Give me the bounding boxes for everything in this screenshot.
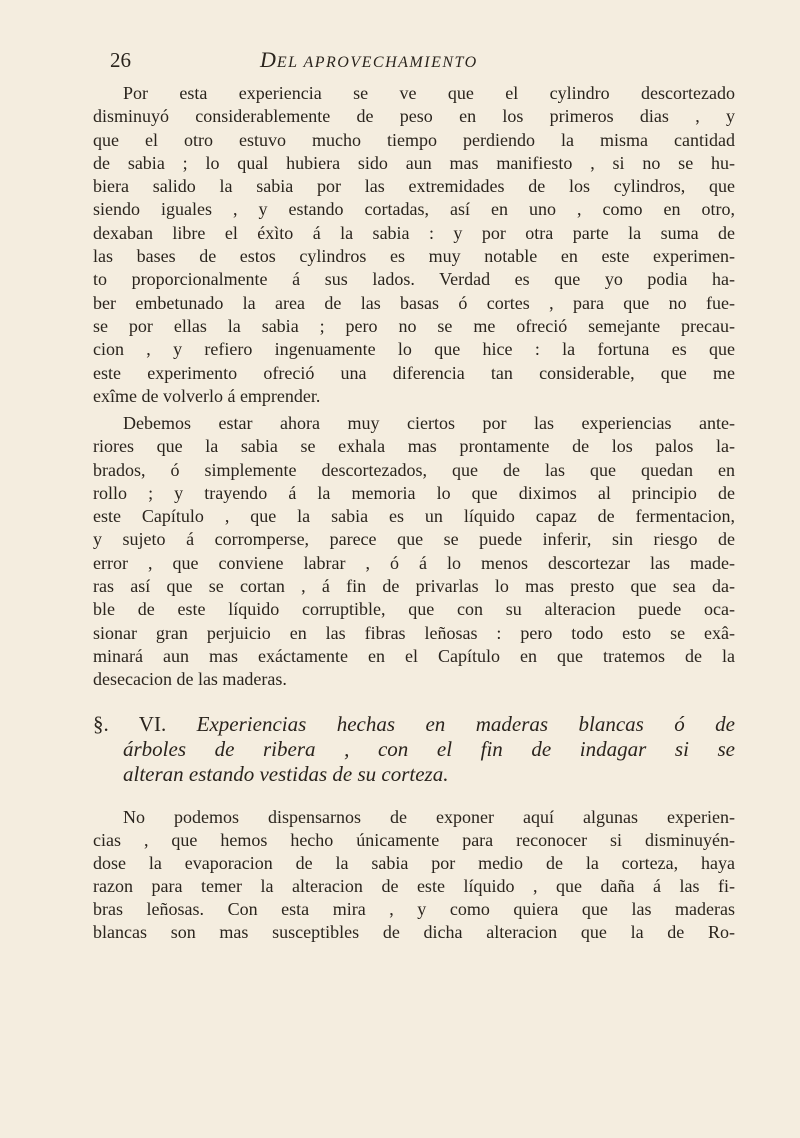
text-line: este Capítulo , que la sabia es un líquido capaz de fermentacion, [93,506,735,527]
section-number: §. VI. [93,712,167,736]
text-line: cion , y refiero ingenuamente lo que hice : la fortuna es que [93,339,735,360]
text-line: de sabia ; lo qual hubiera sido aun mas manifiesto , si no se hu- [93,152,735,173]
text-line: to proporcionalmente á sus lados. Verdad es que yo podia ha- [93,269,735,290]
text-line: riores que la sabia se exhala mas prontamente de los palos la- [93,436,735,457]
text-line: cias , que hemos hecho únicamente para reconocer si disminuyén- [93,830,735,850]
text-line: este experimento ofreció una diferencia tan considerable, que me [93,362,735,383]
text-line: Debemos estar ahora muy ciertos por las experiencias ante- [123,413,735,433]
text-line: y sujeto á corromperse, parece que se puede inferir, sin riesgo de [93,529,735,550]
paragraph-1 [93,82,735,408]
text-line: desecacion de las maderas. [93,669,287,690]
text-line: exîme de volverlo á emprender. [93,385,321,406]
text-line: rollo ; y trayendo á la memoria lo que diximos al principio de [93,482,735,503]
section-heading [93,712,735,787]
text-line: blancas son mas susceptibles de dicha alteracion que la de Ro- [93,922,735,942]
running-title-rest: EL APROVECHAMIENTO [276,54,478,71]
running-title [260,46,478,77]
text-line: error , que conviene labrar , ó á lo menos descortezar las made- [93,552,735,573]
text-line: las bases de estos cylindros es muy notable en este experimen- [93,246,735,267]
text-line: biera salido la sabia por las extremidades de los cylindros, que [93,176,735,197]
text-line: ber embetunado la area de las basas ó cortes , para que no fue- [93,292,735,313]
paragraph-2 [93,412,735,692]
section-heading-line [93,712,735,737]
text-line: No podemos dispensarnos de exponer aquí algunas experien- [123,807,735,827]
text-line: sionar gran perjuicio en las fibras leñosas : pero todo esto se exâ- [93,622,735,643]
text-line: dose la evaporacion de la sabia por medio de la corteza, haya [93,853,735,873]
text-line: Por esta experiencia se ve que el cylindro descortezado [123,83,735,103]
text-line: bras leñosas. Con esta mira , y como quiera que las maderas [93,899,735,919]
text-line: se por ellas la sabia ; pero no se me ofreció semejante precau- [93,315,735,336]
text-line: ras así que se cortan , á fin de privarlas lo mas presto que sea da- [93,576,735,597]
text-line: razon para temer la alteracion de este líquido , que daña á las fi- [93,876,735,896]
section-title-text: Experiencias hechas en maderas blancas ó de [196,712,735,736]
section-heading-line: árboles de ribera , con el fin de indagar si se [123,737,735,761]
text-line: minará aun mas exáctamente en el Capítulo en que tratemos de la [93,645,735,666]
text-line: que el otro estuvo mucho tiempo perdiendo la misma cantidad [93,129,735,150]
text-line: disminuyó considerablemente de peso en los primeros dias , y [93,106,735,127]
text-line: ble de este líquido corruptible, que con su alteracion puede oca- [93,599,735,620]
page-number: 26 [110,48,131,72]
text-line: dexaban libre el éxìto á la sabia : y por otra parte la suma de [93,222,735,243]
section-heading-line: alteran estando vestidas de su corteza. [123,762,449,786]
running-title-initial: D [260,47,277,72]
running-header [110,46,730,76]
text-line: brados, ó simplemente descortezados, que de las que quedan en [93,459,735,480]
paragraph-3 [93,806,735,944]
text-line: siendo iguales , y estando cortadas, así en uno , como en otro, [93,199,735,220]
